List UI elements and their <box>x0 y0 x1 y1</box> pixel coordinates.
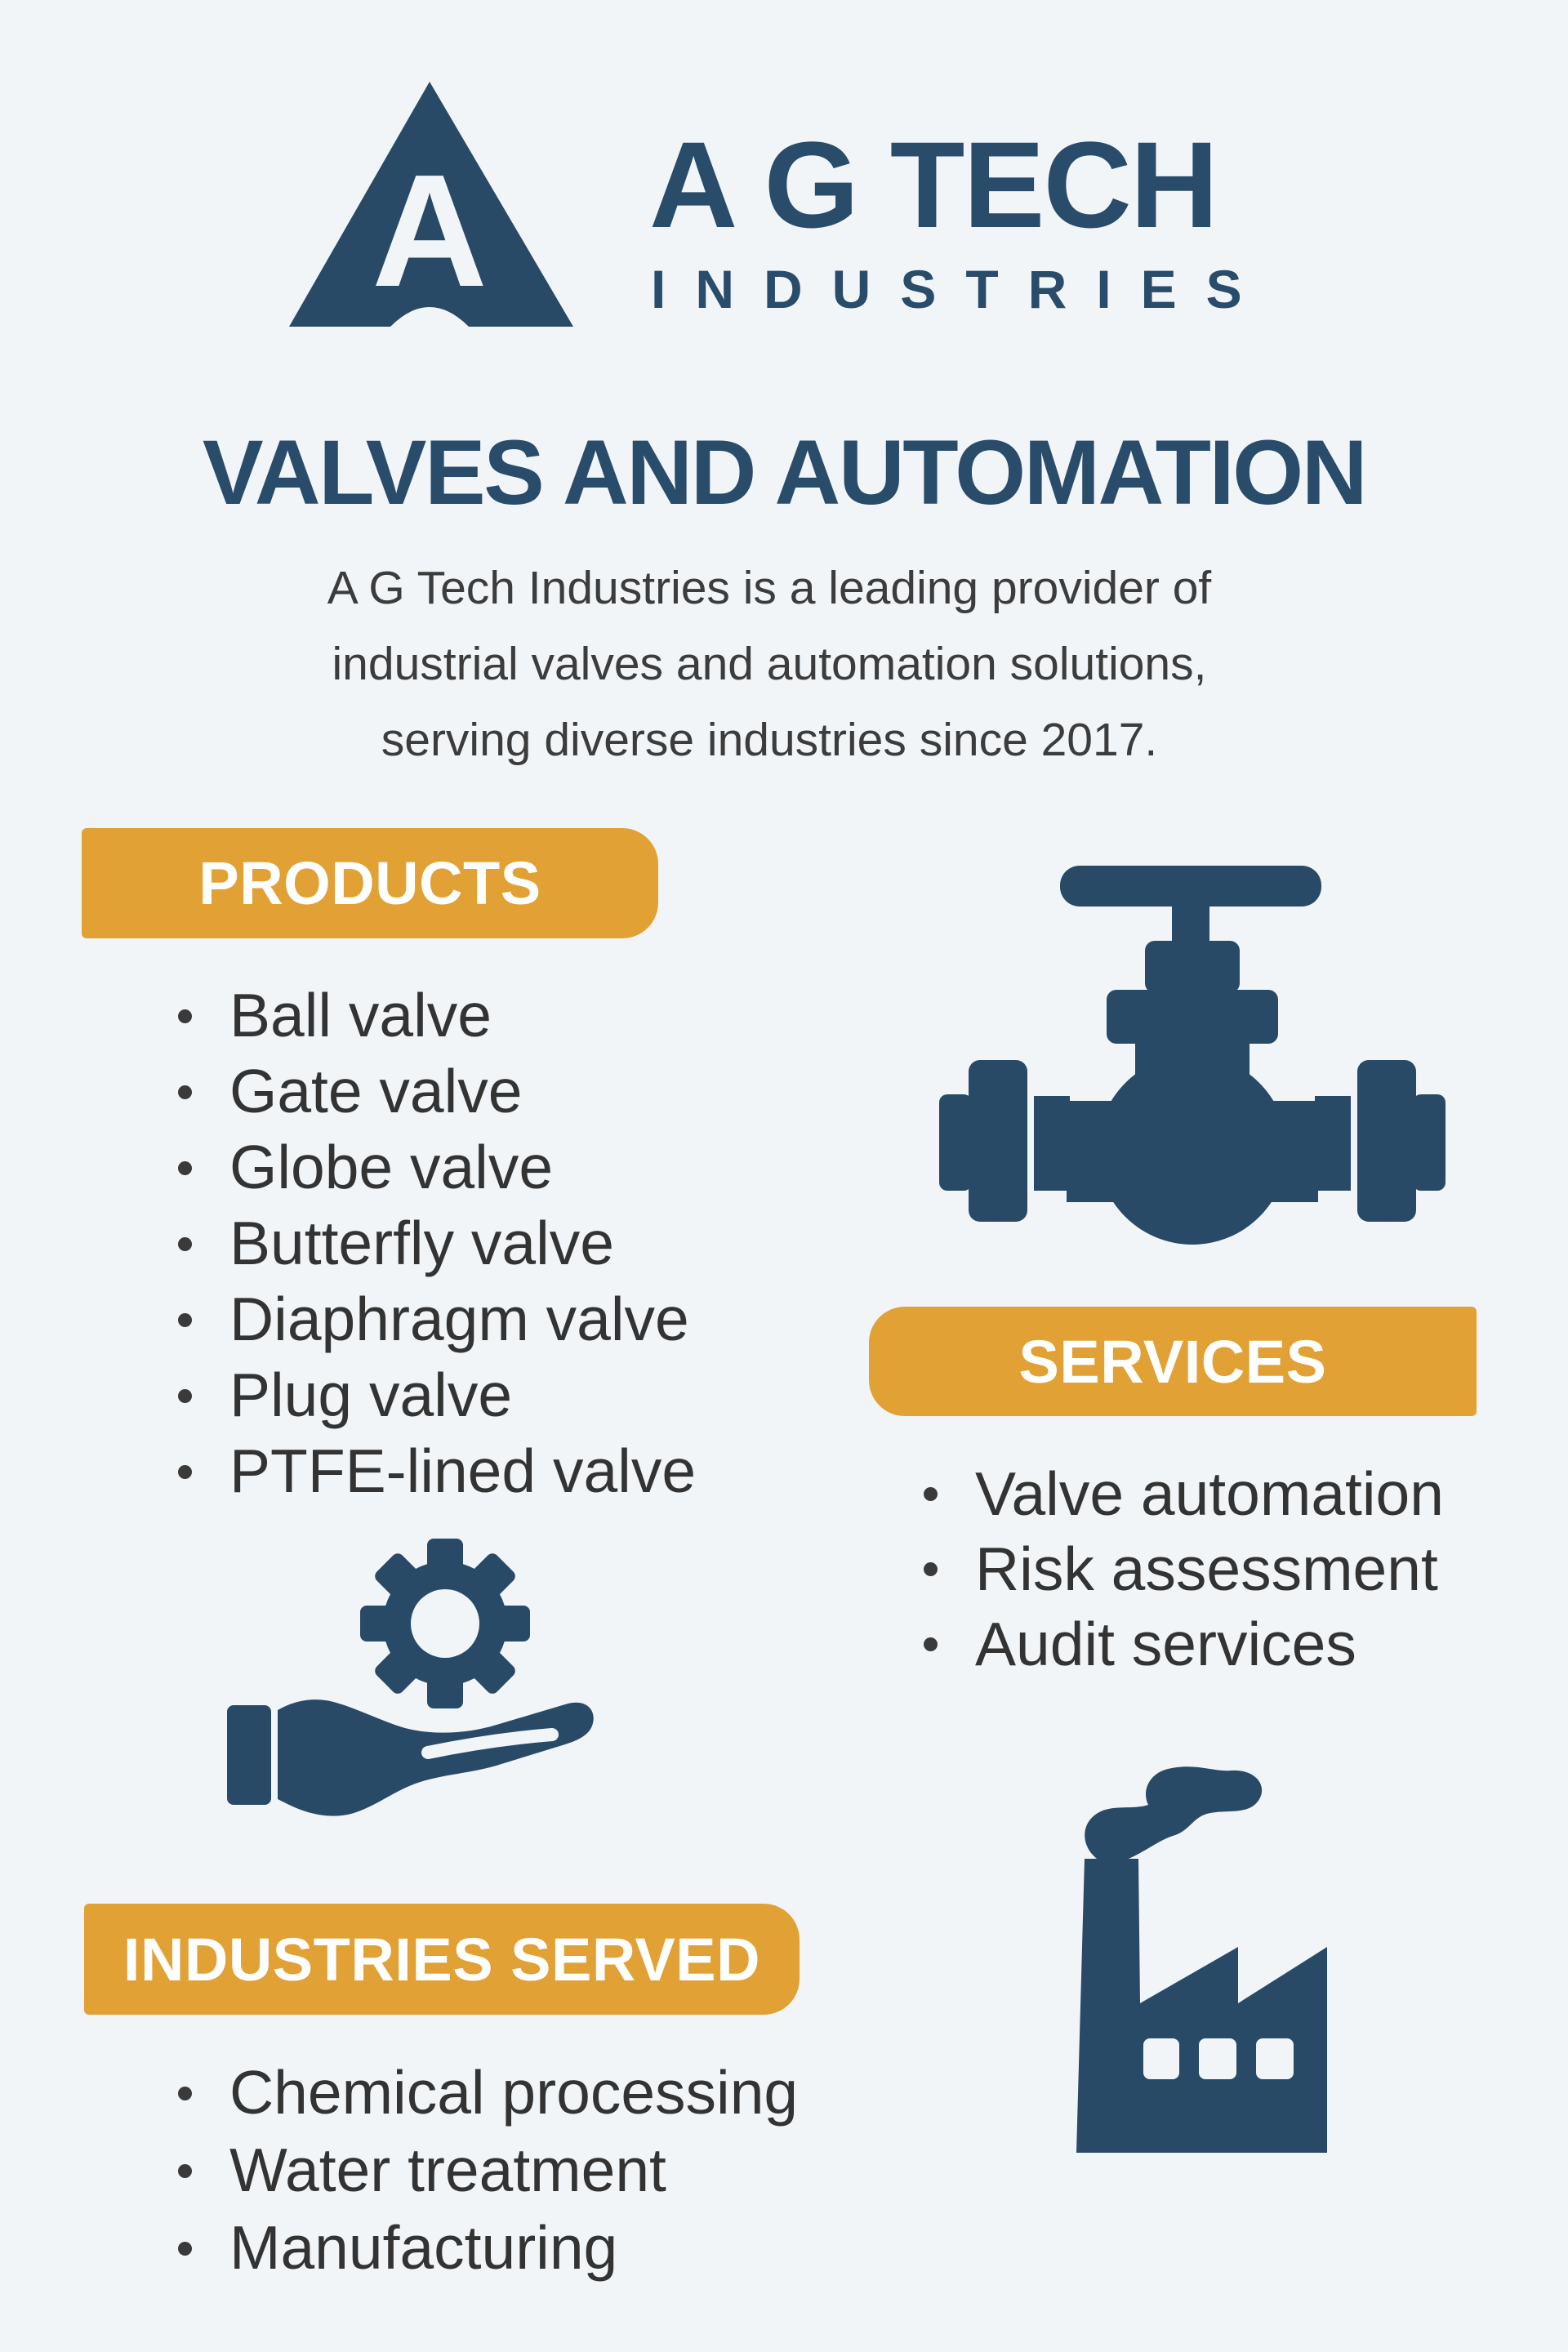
logo-monogram-letter: A <box>372 141 488 320</box>
list-item: Risk assessment <box>924 1531 1444 1606</box>
list-item: Chemical processing <box>178 2054 798 2132</box>
products-list <box>178 978 696 1509</box>
list-item: Manufacturing <box>178 2209 798 2287</box>
services-section-header <box>869 1307 1477 1416</box>
page-title: VALVES AND AUTOMATION <box>202 421 1366 523</box>
services-heading-label: SERVICES <box>1018 1327 1327 1396</box>
list-item: PTFE-lined valve <box>178 1433 696 1509</box>
description-line: industrial valves and automation solutions, <box>332 638 1207 690</box>
hand-holding-gear-icon <box>222 1529 606 1847</box>
list-item: Water treatment <box>178 2132 798 2209</box>
list-item: Butterfly valve <box>178 1205 696 1281</box>
valve-icon <box>939 859 1446 1250</box>
list-item: Diaphragm valve <box>178 1281 696 1357</box>
description-line: A G Tech Industries is a leading provider of <box>327 562 1212 614</box>
list-item: Globe valve <box>178 1129 696 1205</box>
industries-section-header <box>84 1904 800 2015</box>
description-line: serving diverse industries since 2017. <box>381 714 1158 766</box>
industries-heading-label: INDUSTRIES SERVED <box>122 1925 761 1993</box>
logo-triangle-icon <box>287 80 575 328</box>
list-item: Valve automation <box>924 1456 1444 1531</box>
list-item: Gate valve <box>178 1054 696 1129</box>
industries-list <box>178 2054 798 2287</box>
services-list <box>924 1456 1444 1682</box>
brand-name: A G TECH <box>649 116 1218 253</box>
list-item: Ball valve <box>178 978 696 1054</box>
products-heading-label: PRODUCTS <box>198 849 541 917</box>
brand-subname: INDUSTRIES <box>651 259 1272 319</box>
factory-icon <box>1076 1762 1331 2154</box>
page-description <box>0 550 1539 778</box>
products-section-header <box>82 828 658 938</box>
list-item: Audit services <box>924 1606 1444 1682</box>
list-item: Plug valve <box>178 1357 696 1433</box>
